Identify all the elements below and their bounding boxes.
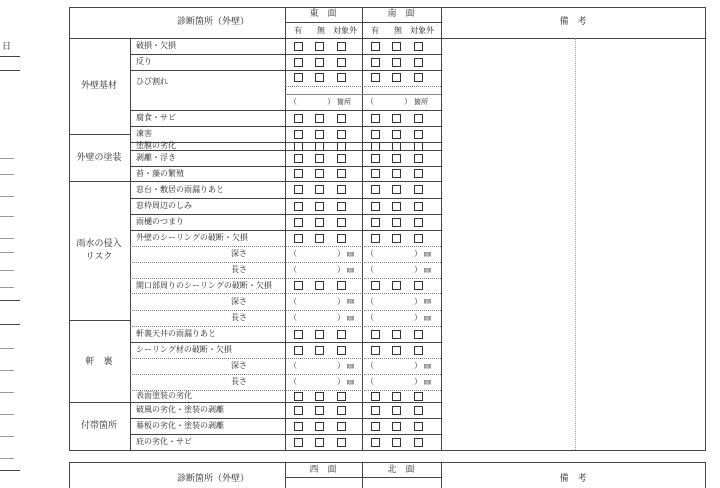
item-label: 外壁のシーリングの破断・欠損 xyxy=(136,233,248,242)
no-checkbox[interactable] xyxy=(392,185,401,194)
unit-mm: ㎜ xyxy=(347,361,354,370)
yes-checkbox[interactable] xyxy=(371,346,380,355)
unit-mm: ㎜ xyxy=(424,377,431,386)
dotted-rule xyxy=(130,374,285,375)
left-fragment-line xyxy=(0,196,14,197)
dotted-rule xyxy=(285,262,441,263)
dotted-rule xyxy=(130,293,285,294)
dotted-rule xyxy=(130,246,285,247)
yes-checkbox[interactable] xyxy=(371,218,380,227)
paren-open: （ xyxy=(366,361,374,370)
na-checkbox[interactable] xyxy=(337,154,346,163)
no-checkbox[interactable] xyxy=(315,438,324,447)
yes-checkbox[interactable] xyxy=(294,406,303,415)
yes-checkbox[interactable] xyxy=(294,202,303,211)
table2-col-divider xyxy=(285,462,286,488)
yes-checkbox[interactable] xyxy=(371,406,380,415)
left-fragment-line xyxy=(0,348,14,349)
dotted-rule xyxy=(130,310,285,311)
na-checkbox[interactable] xyxy=(414,406,423,415)
header-mid-line xyxy=(285,22,441,23)
yes-checkbox[interactable] xyxy=(294,185,303,194)
table2-location-header: 診断箇所（外壁） xyxy=(177,473,250,484)
yes-checkbox[interactable] xyxy=(294,234,303,243)
location-header: 診断箇所（外壁） xyxy=(177,16,250,27)
yes-checkbox[interactable] xyxy=(294,114,303,123)
na-checkbox[interactable] xyxy=(337,281,346,290)
day-label: 日 xyxy=(2,41,12,52)
row-line xyxy=(130,402,441,403)
no-checkbox[interactable] xyxy=(315,169,324,178)
no-checkbox[interactable] xyxy=(392,438,401,447)
yes-checkbox[interactable] xyxy=(294,281,303,290)
no-checkbox[interactable] xyxy=(392,422,401,431)
left-fragment-line xyxy=(0,174,14,175)
na-checkbox[interactable] xyxy=(414,73,423,82)
sub-item-label: 長さ xyxy=(231,313,247,322)
dotted-rule xyxy=(285,278,441,279)
na-checkbox[interactable] xyxy=(414,422,423,431)
unit-mm: ㎜ xyxy=(424,297,431,305)
left-fragment-line xyxy=(0,458,14,459)
no-checkbox[interactable] xyxy=(315,234,324,243)
unit-spots: 箇所 xyxy=(414,97,428,106)
paren-close: ） xyxy=(337,296,345,306)
left-fragment-line xyxy=(0,392,14,393)
left-fragment-line xyxy=(0,287,14,288)
na-checkbox[interactable] xyxy=(337,202,346,211)
yes-checkbox[interactable] xyxy=(294,154,303,163)
na-checkbox[interactable] xyxy=(337,422,346,431)
paren-close: ） xyxy=(404,97,412,106)
row-line xyxy=(130,418,441,419)
na-checkbox[interactable] xyxy=(337,42,346,51)
paren-close: ） xyxy=(414,296,422,306)
paren-open: （ xyxy=(289,249,297,258)
paren-open: （ xyxy=(289,377,297,386)
yes-checkbox[interactable] xyxy=(371,330,380,339)
yes-checkbox[interactable] xyxy=(294,142,303,151)
dotted-rule xyxy=(285,293,441,294)
no-checkbox[interactable] xyxy=(392,42,401,51)
paren-close: ） xyxy=(337,249,345,258)
item-label: 窓枠周辺のしみ xyxy=(136,201,192,210)
no-checkbox[interactable] xyxy=(315,406,324,415)
col-divider xyxy=(130,38,131,450)
sub-item-label: 深さ xyxy=(231,361,247,370)
na-checkbox[interactable] xyxy=(337,130,346,139)
na-checkbox[interactable] xyxy=(414,218,423,227)
paren-open: （ xyxy=(366,249,374,258)
row-line xyxy=(130,198,441,199)
item-label: 破損・欠損 xyxy=(136,41,176,50)
dotted-rule xyxy=(285,246,441,247)
yes-checkbox[interactable] xyxy=(371,130,380,139)
dotted-rule xyxy=(285,358,441,359)
no-checkbox[interactable] xyxy=(315,281,324,290)
no-checkbox[interactable] xyxy=(392,73,401,82)
item-label: 雨樋のつまり xyxy=(136,217,184,226)
no-checkbox[interactable] xyxy=(315,218,324,227)
group-separator xyxy=(69,181,130,182)
left-fragment-line xyxy=(0,270,14,271)
paren-close: ） xyxy=(337,313,345,322)
no-checkbox[interactable] xyxy=(392,169,401,178)
group-separator xyxy=(69,320,130,321)
item-label: 表面塗装の劣化 xyxy=(136,391,192,400)
yes-checkbox[interactable] xyxy=(294,73,303,82)
unit-mm: ㎜ xyxy=(347,249,354,258)
north-face-header: 北 面 xyxy=(387,464,415,475)
yes-checkbox[interactable] xyxy=(371,185,380,194)
item-label: 開口部周りのシーリングの破断・欠損 xyxy=(136,280,272,290)
item-label: 剥離・浮き xyxy=(136,153,176,162)
item-label: 軒裏天井の雨漏りあと xyxy=(136,329,216,338)
paren-close: ） xyxy=(327,97,335,106)
row-line xyxy=(130,230,441,231)
sub-item-label: 深さ xyxy=(231,249,247,258)
dotted-rule xyxy=(285,86,441,87)
col-divider xyxy=(285,7,286,450)
yes-checkbox[interactable] xyxy=(294,58,303,67)
no-checkbox[interactable] xyxy=(392,114,401,123)
no-checkbox[interactable] xyxy=(315,73,324,82)
na-checkbox[interactable] xyxy=(414,234,423,243)
unit-mm: ㎜ xyxy=(424,361,431,370)
group-label-coating: 外壁の塗装 xyxy=(76,152,122,163)
no-checkbox[interactable] xyxy=(315,58,324,67)
no-checkbox[interactable] xyxy=(315,142,324,151)
left-fragment-line xyxy=(0,56,20,57)
no-checkbox[interactable] xyxy=(392,392,401,401)
dotted-rule xyxy=(285,310,441,311)
no-checkbox[interactable] xyxy=(315,422,324,431)
remarks-header: 備 考 xyxy=(559,16,587,27)
row-line xyxy=(130,70,441,71)
na-checkbox[interactable] xyxy=(337,218,346,227)
item-label: 凍害 xyxy=(136,129,152,138)
no-checkbox[interactable] xyxy=(315,130,324,139)
row-line xyxy=(130,434,441,435)
paren-open: （ xyxy=(366,265,374,274)
no-checkbox[interactable] xyxy=(315,346,324,355)
east-face-header: 東 面 xyxy=(309,8,337,19)
yes-checkbox[interactable] xyxy=(294,392,303,401)
paren-divider xyxy=(285,94,441,95)
yes-checkbox[interactable] xyxy=(294,330,303,339)
no-checkbox[interactable] xyxy=(392,130,401,139)
paren-close: ） xyxy=(337,377,345,386)
item-label: 塗膜の劣化 xyxy=(136,141,176,150)
na-checkbox[interactable] xyxy=(414,281,423,290)
na-checkbox[interactable] xyxy=(337,185,346,194)
paren-open: （ xyxy=(289,265,297,274)
yes-checkbox[interactable] xyxy=(294,130,303,139)
yes-checkbox[interactable] xyxy=(371,73,380,82)
group-separator xyxy=(69,402,130,403)
na-checkbox[interactable] xyxy=(414,330,423,339)
group-label-attachments: 付帯箇所 xyxy=(81,420,118,431)
east-na-header: 対象外 xyxy=(333,26,357,35)
table1-border-top xyxy=(69,7,705,8)
left-fragment-line xyxy=(0,324,20,325)
na-checkbox[interactable] xyxy=(414,438,423,447)
row-line xyxy=(130,181,441,182)
south-yes-header: 有 xyxy=(371,26,379,35)
na-checkbox[interactable] xyxy=(414,202,423,211)
table2-col-divider xyxy=(441,462,442,488)
item-label: 腐食・サビ xyxy=(136,113,176,122)
unit-mm: ㎜ xyxy=(424,265,431,274)
row-line xyxy=(130,110,441,111)
remarks-divider xyxy=(575,38,576,450)
na-checkbox[interactable] xyxy=(414,142,423,151)
na-checkbox[interactable] xyxy=(337,392,346,401)
east-no-header: 無 xyxy=(317,26,325,35)
row-line xyxy=(130,214,441,215)
row-line xyxy=(130,166,441,167)
no-checkbox[interactable] xyxy=(392,281,401,290)
na-checkbox[interactable] xyxy=(414,130,423,139)
unit-mm: ㎜ xyxy=(347,297,354,305)
yes-checkbox[interactable] xyxy=(371,438,380,447)
na-checkbox[interactable] xyxy=(414,392,423,401)
no-checkbox[interactable] xyxy=(392,142,401,151)
no-checkbox[interactable] xyxy=(315,202,324,211)
group-label-eaves: 軒 裏 xyxy=(85,356,113,367)
south-face-header: 南 面 xyxy=(387,8,415,19)
left-fragment-line xyxy=(0,414,14,415)
col-divider xyxy=(441,7,442,450)
na-checkbox[interactable] xyxy=(414,154,423,163)
na-checkbox[interactable] xyxy=(414,58,423,67)
no-checkbox[interactable] xyxy=(315,185,324,194)
paren-open: （ xyxy=(366,296,374,306)
table2-border-left xyxy=(69,462,70,488)
table1-border-right xyxy=(705,7,706,451)
yes-checkbox[interactable] xyxy=(294,422,303,431)
left-fragment-line xyxy=(0,216,14,217)
no-checkbox[interactable] xyxy=(315,330,324,339)
yes-checkbox[interactable] xyxy=(371,234,380,243)
table2-border-top xyxy=(69,462,705,463)
item-label: 幕板の劣化・塗装の剥離 xyxy=(136,421,224,430)
no-checkbox[interactable] xyxy=(392,346,401,355)
na-checkbox[interactable] xyxy=(414,42,423,51)
yes-checkbox[interactable] xyxy=(294,218,303,227)
yes-checkbox[interactable] xyxy=(371,114,380,123)
yes-checkbox[interactable] xyxy=(371,42,380,51)
dotted-rule xyxy=(285,326,441,327)
group-label-water: 雨水の侵入 xyxy=(76,238,122,249)
na-checkbox[interactable] xyxy=(337,58,346,67)
item-label: ひび割れ xyxy=(136,77,168,86)
no-checkbox[interactable] xyxy=(315,154,324,163)
unit-mm: ㎜ xyxy=(424,249,431,258)
paren-close: ） xyxy=(414,265,422,274)
na-checkbox[interactable] xyxy=(414,346,423,355)
no-checkbox[interactable] xyxy=(315,392,324,401)
yes-checkbox[interactable] xyxy=(371,169,380,178)
unit-mm: ㎜ xyxy=(347,313,354,322)
paren-close: ） xyxy=(337,361,345,370)
no-checkbox[interactable] xyxy=(392,58,401,67)
left-fragment-line xyxy=(0,370,14,371)
paren-open: （ xyxy=(366,313,374,322)
na-checkbox[interactable] xyxy=(414,185,423,194)
unit-spots: 箇所 xyxy=(337,97,351,106)
na-checkbox[interactable] xyxy=(337,73,346,82)
group-label-water: リスク xyxy=(85,251,113,262)
paren-open: （ xyxy=(289,296,297,306)
table1-border-left xyxy=(69,7,70,450)
left-fragment-line xyxy=(0,300,20,301)
no-checkbox[interactable] xyxy=(392,218,401,227)
na-checkbox[interactable] xyxy=(337,438,346,447)
left-fragment-line xyxy=(0,158,14,159)
yes-checkbox[interactable] xyxy=(371,142,380,151)
no-checkbox[interactable] xyxy=(392,234,401,243)
paren-open: （ xyxy=(289,97,297,106)
dotted-rule xyxy=(130,358,285,359)
yes-checkbox[interactable] xyxy=(371,392,380,401)
yes-checkbox[interactable] xyxy=(294,346,303,355)
yes-checkbox[interactable] xyxy=(371,281,380,290)
unit-mm: ㎜ xyxy=(424,313,431,322)
table1-border-bottom xyxy=(69,450,705,451)
paren-close: ） xyxy=(414,377,422,386)
na-checkbox[interactable] xyxy=(414,169,423,178)
paren-close: ） xyxy=(414,249,422,258)
item-label: 反り xyxy=(136,57,152,66)
group-label-base: 外壁基材 xyxy=(81,80,118,91)
left-fragment-line xyxy=(0,470,20,471)
item-label: 窓台・敷居の雨漏りあと xyxy=(136,184,224,194)
paren-open: （ xyxy=(289,313,297,322)
na-checkbox[interactable] xyxy=(337,330,346,339)
row-line xyxy=(130,54,441,55)
yes-checkbox[interactable] xyxy=(294,438,303,447)
left-fragment-line xyxy=(0,70,20,71)
table2-header-mid xyxy=(285,477,441,478)
na-checkbox[interactable] xyxy=(337,346,346,355)
na-checkbox[interactable] xyxy=(337,169,346,178)
paren-close: ） xyxy=(414,361,422,370)
na-checkbox[interactable] xyxy=(414,114,423,123)
sub-item-label: 深さ xyxy=(231,296,247,306)
yes-checkbox[interactable] xyxy=(294,169,303,178)
south-na-header: 対象外 xyxy=(410,26,434,35)
unit-mm: ㎜ xyxy=(347,377,354,386)
row-line xyxy=(130,342,441,343)
table2-remarks-header: 備 考 xyxy=(559,473,587,484)
no-checkbox[interactable] xyxy=(315,42,324,51)
no-checkbox[interactable] xyxy=(392,202,401,211)
yes-checkbox[interactable] xyxy=(371,422,380,431)
na-checkbox[interactable] xyxy=(337,114,346,123)
group-separator xyxy=(69,134,130,135)
col-divider xyxy=(362,7,363,450)
table2-border-right xyxy=(705,462,706,488)
paren-close: ） xyxy=(414,313,422,322)
no-checkbox[interactable] xyxy=(392,330,401,339)
left-fragment-line xyxy=(0,252,14,253)
dotted-rule xyxy=(130,278,285,279)
yes-checkbox[interactable] xyxy=(371,202,380,211)
paren-open: （ xyxy=(289,361,297,370)
unit-mm: ㎜ xyxy=(347,265,354,274)
na-checkbox[interactable] xyxy=(337,406,346,415)
left-fragment-line xyxy=(0,238,14,239)
item-label: 庇の劣化・サビ xyxy=(136,437,192,446)
sub-item-label: 長さ xyxy=(231,377,247,386)
sub-item-label: 長さ xyxy=(231,265,247,274)
paren-open: （ xyxy=(366,97,374,106)
row-line xyxy=(130,126,441,127)
dotted-rule xyxy=(130,326,285,327)
no-checkbox[interactable] xyxy=(315,114,324,123)
na-checkbox[interactable] xyxy=(337,142,346,151)
west-face-header: 西 面 xyxy=(309,464,337,475)
dotted-rule xyxy=(285,374,441,375)
south-no-header: 無 xyxy=(394,26,402,35)
header-bottom-line xyxy=(69,38,705,39)
na-checkbox[interactable] xyxy=(337,234,346,243)
paren-close: ） xyxy=(337,265,345,274)
yes-checkbox[interactable] xyxy=(294,42,303,51)
yes-checkbox[interactable] xyxy=(371,154,380,163)
item-label: シーリング材の破断・欠損 xyxy=(136,345,232,354)
item-label: 破風の劣化・塗装の剥離 xyxy=(136,405,224,414)
no-checkbox[interactable] xyxy=(392,406,401,415)
east-yes-header: 有 xyxy=(294,26,302,35)
no-checkbox[interactable] xyxy=(392,154,401,163)
table2-col-divider xyxy=(362,462,363,488)
left-fragment-line xyxy=(0,436,14,437)
yes-checkbox[interactable] xyxy=(371,58,380,67)
dotted-rule xyxy=(130,262,285,263)
paren-open: （ xyxy=(366,377,374,386)
item-label: 苔・藻の繁殖 xyxy=(136,168,184,178)
